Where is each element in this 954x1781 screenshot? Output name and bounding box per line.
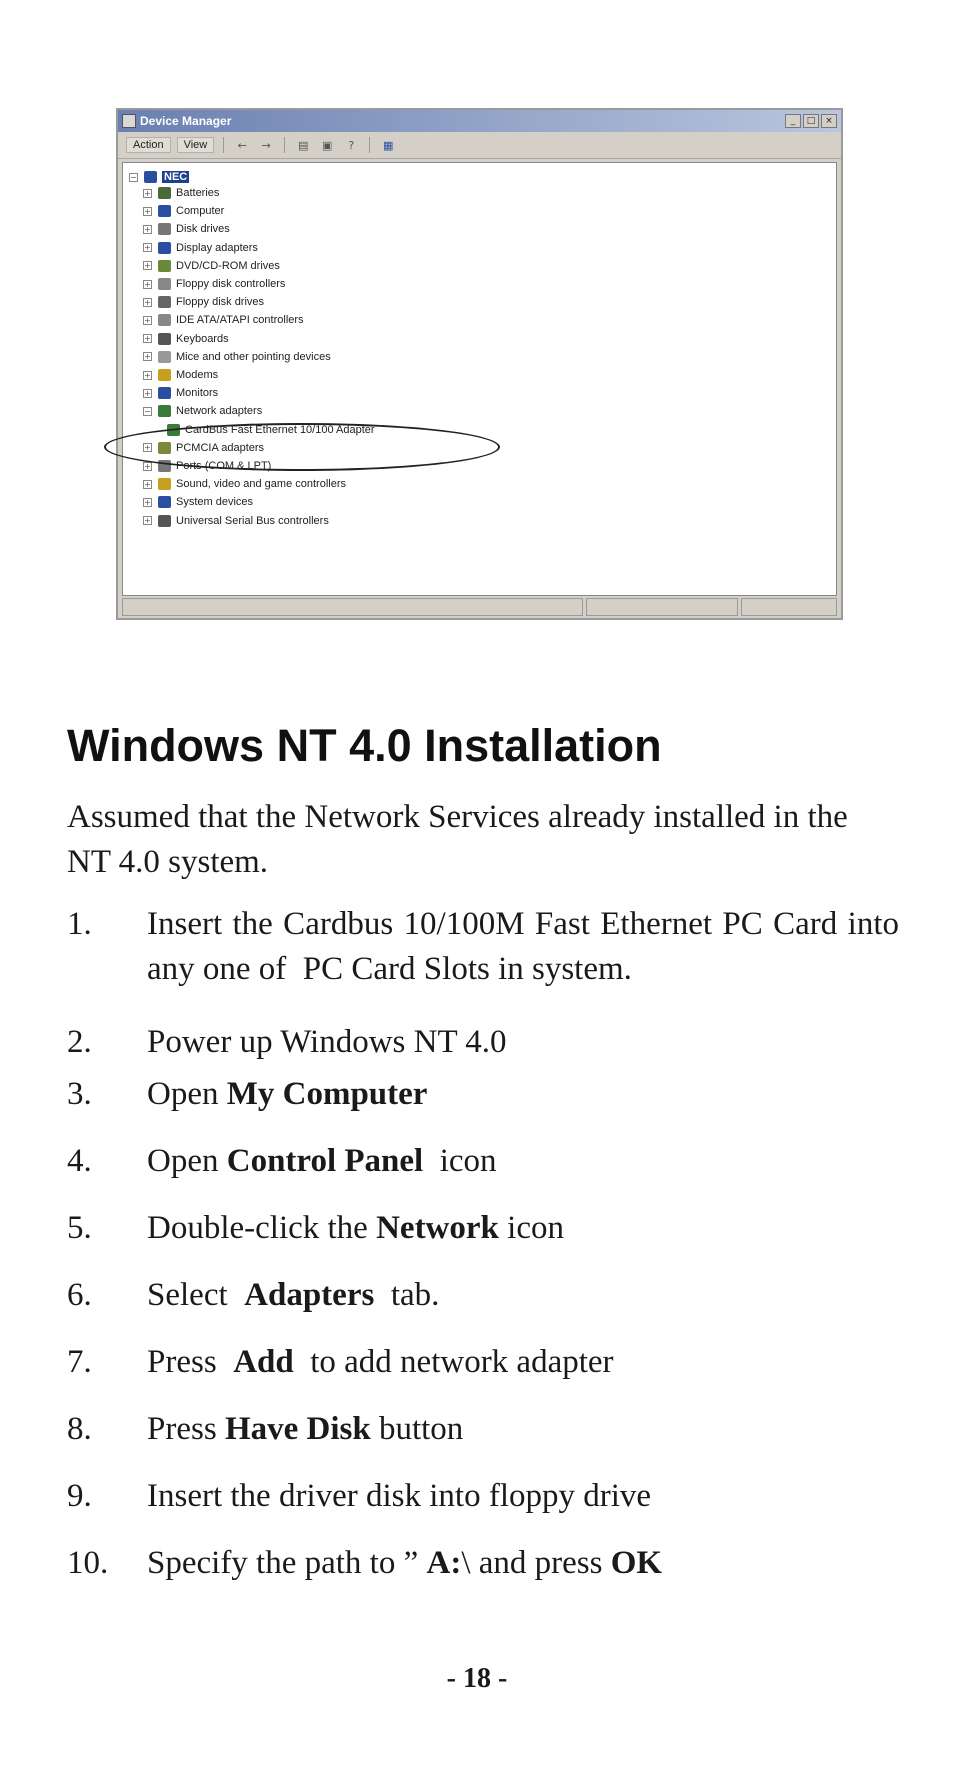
tree-category-item[interactable] xyxy=(143,294,264,310)
step-text-segment: button xyxy=(370,1411,464,1447)
device-manager-screenshot xyxy=(116,108,843,620)
device-category-icon xyxy=(158,260,171,272)
scan-icon[interactable]: ▦ xyxy=(383,138,394,152)
expand-icon[interactable]: + xyxy=(144,388,151,398)
help-icon[interactable]: ? xyxy=(348,138,355,152)
tree-category-item[interactable] xyxy=(143,331,229,347)
step-text-segment: icon xyxy=(498,1210,564,1246)
tree-root-label: NEC xyxy=(164,171,188,183)
expand-icon[interactable]: + xyxy=(144,261,151,271)
step-text xyxy=(147,902,908,992)
toolbar-separator xyxy=(284,137,285,153)
step-number: 4. xyxy=(67,1143,92,1179)
step-bold-text: Have Disk xyxy=(224,1411,371,1447)
step-text-segment: Insert the Cardbus 10/100M Fast Ethernet PC Card into any one of PC Card Slots in system. xyxy=(147,906,908,987)
close-button[interactable]: × xyxy=(821,114,837,128)
tree-category-item[interactable] xyxy=(143,240,258,256)
section-heading: Windows NT 4.0 Installation xyxy=(67,720,662,771)
step-text-segment: Power up Windows NT 4.0 xyxy=(147,1024,507,1060)
step-bold-text: OK xyxy=(610,1545,663,1581)
step-text-segment: Open xyxy=(147,1076,227,1112)
status-cell xyxy=(741,598,837,616)
tree-item-label: System devices xyxy=(176,496,254,509)
menu-action[interactable]: Action xyxy=(126,137,171,153)
device-category-icon xyxy=(158,478,171,490)
device-category-icon xyxy=(158,314,171,326)
status-cell xyxy=(586,598,738,616)
device-category-icon xyxy=(158,405,171,417)
step-text-segment: tab. xyxy=(374,1277,440,1313)
step-bold-text: A: xyxy=(426,1545,462,1581)
tree-category-item[interactable] xyxy=(143,221,230,237)
properties-icon[interactable]: ▤ xyxy=(298,138,309,152)
step-item xyxy=(67,1072,899,1117)
intro-paragraph: Assumed that the Network Services already installed in the NT 4.0 system. xyxy=(67,799,848,880)
step-text xyxy=(147,1541,899,1586)
step-text-segment: Press xyxy=(147,1344,234,1380)
view-icon[interactable]: ▣ xyxy=(322,138,333,152)
device-category-icon xyxy=(158,496,171,508)
step-text-segment: Open xyxy=(147,1143,227,1179)
toolbar-separator xyxy=(223,137,224,153)
step-item xyxy=(67,902,908,992)
step-text xyxy=(147,1273,899,1318)
step-text-segment: Press xyxy=(147,1411,225,1447)
step-number: 9. xyxy=(67,1478,92,1514)
device-category-icon xyxy=(158,278,171,290)
back-arrow-icon[interactable]: ← xyxy=(237,138,247,152)
step-bold-text: Add xyxy=(233,1344,294,1380)
step-text xyxy=(147,1139,899,1184)
computer-icon xyxy=(144,171,157,183)
status-bar xyxy=(122,598,837,616)
step-number: 8. xyxy=(67,1411,92,1447)
device-category-icon xyxy=(158,369,171,381)
maximize-button[interactable]: □ xyxy=(803,114,819,128)
step-bold-text: Control Panel xyxy=(226,1143,424,1179)
step-text xyxy=(147,1072,899,1117)
menu-bar xyxy=(118,132,841,159)
step-number: 3. xyxy=(67,1076,92,1112)
step-text-segment: Insert the driver disk into floppy drive xyxy=(147,1478,652,1514)
tree-item-label: DVD/CD-ROM drives xyxy=(176,259,280,272)
device-category-icon xyxy=(158,242,171,254)
tree-item-label: Modems xyxy=(176,369,219,381)
tree-category-item[interactable] xyxy=(143,203,224,219)
step-number: 6. xyxy=(67,1277,92,1313)
tree-category-item[interactable] xyxy=(143,513,329,529)
step-bold-text: Adapters xyxy=(244,1277,375,1313)
expand-icon[interactable]: + xyxy=(144,352,151,362)
tree-category-item[interactable] xyxy=(143,367,218,383)
tree-category-item[interactable] xyxy=(143,258,280,274)
step-text-segment: icon xyxy=(423,1143,497,1179)
step-text xyxy=(147,1474,899,1519)
expand-icon[interactable]: + xyxy=(144,297,151,307)
step-number: 5. xyxy=(67,1210,92,1246)
expand-icon[interactable]: + xyxy=(144,461,151,471)
step-text-segment: Specify the path to ” xyxy=(147,1545,427,1581)
step-item xyxy=(67,1139,899,1184)
expand-icon[interactable]: + xyxy=(144,443,151,453)
tree-item-label: Computer xyxy=(176,205,225,218)
device-category-icon xyxy=(158,351,171,363)
device-category-icon xyxy=(158,223,171,235)
tree-category-item[interactable] xyxy=(143,185,219,201)
expand-icon[interactable]: + xyxy=(144,243,151,253)
step-text xyxy=(147,1020,899,1065)
tree-item-label: PCMCIA adapters xyxy=(176,441,265,454)
step-text-segment: Select xyxy=(147,1277,245,1313)
window-title: Device Manager xyxy=(140,114,232,128)
highlight-ellipse xyxy=(104,423,500,471)
tree-category-item[interactable] xyxy=(143,349,331,365)
step-bold-text: Network xyxy=(376,1210,499,1246)
tree-item-label: Keyboards xyxy=(176,332,229,345)
tree-category-item[interactable] xyxy=(143,276,285,292)
step-item xyxy=(67,1206,899,1251)
step-text xyxy=(147,1340,899,1385)
step-number: 2. xyxy=(67,1024,92,1060)
tree-item-label: Display adapters xyxy=(176,241,258,254)
device-category-icon xyxy=(158,187,171,199)
menu-view[interactable]: View xyxy=(177,137,215,153)
tree-item-label: Monitors xyxy=(176,387,219,400)
step-item xyxy=(67,1407,899,1452)
step-bold-text: My Computer xyxy=(226,1076,428,1112)
tree-item-label: Mice and other pointing devices xyxy=(176,350,331,363)
device-category-icon xyxy=(158,205,171,217)
tree-item-label: Ports (COM & LPT) xyxy=(176,460,272,472)
device-category-icon xyxy=(158,515,171,527)
expand-icon[interactable]: + xyxy=(144,497,151,507)
status-cell xyxy=(122,598,583,616)
forward-arrow-icon[interactable]: → xyxy=(261,138,271,152)
page-number: - 18 - xyxy=(446,1663,508,1694)
toolbar-separator xyxy=(369,137,370,153)
expand-icon[interactable]: + xyxy=(144,334,151,344)
expand-icon[interactable]: + xyxy=(144,516,151,526)
expand-icon[interactable]: + xyxy=(144,206,151,216)
step-item xyxy=(67,1273,899,1318)
tree-root[interactable] xyxy=(129,169,189,185)
expand-icon[interactable]: + xyxy=(144,479,151,489)
step-text xyxy=(147,1407,899,1452)
step-text-segment: \ and press xyxy=(461,1545,611,1581)
device-tree[interactable] xyxy=(122,162,837,596)
tree-item-label: CardBus Fast Ethernet 10/100 Adapter xyxy=(185,423,375,436)
device-category-icon xyxy=(158,333,171,345)
device-category-icon xyxy=(158,296,171,308)
expand-icon[interactable]: + xyxy=(144,188,151,198)
step-item xyxy=(67,1020,899,1065)
minimize-button[interactable]: _ xyxy=(785,114,801,128)
tree-category-item[interactable] xyxy=(143,494,253,510)
expand-icon[interactable]: + xyxy=(144,224,151,234)
step-text xyxy=(147,1206,899,1251)
step-item xyxy=(67,1340,899,1385)
tree-item-label: Batteries xyxy=(176,187,220,199)
tree-category-item[interactable] xyxy=(143,403,262,419)
tree-item-label: Floppy disk controllers xyxy=(176,278,286,290)
device-manager-icon xyxy=(122,114,136,128)
step-number: 1. xyxy=(67,906,92,942)
device-category-icon xyxy=(158,387,171,399)
tree-item-label: Sound, video and game controllers xyxy=(176,478,346,491)
step-item xyxy=(67,1474,899,1519)
step-number: 10. xyxy=(67,1545,109,1581)
step-number: 7. xyxy=(67,1344,92,1380)
tree-category-item[interactable] xyxy=(143,385,218,401)
expand-icon[interactable]: + xyxy=(144,279,151,289)
tree-item-label: Floppy disk drives xyxy=(176,296,265,309)
tree-category-item[interactable] xyxy=(143,476,346,492)
tree-item-label: Network adapters xyxy=(176,405,263,418)
expand-icon[interactable]: + xyxy=(144,370,151,380)
tree-item-label: Universal Serial Bus controllers xyxy=(176,514,329,527)
collapse-icon[interactable]: − xyxy=(144,406,151,416)
title-bar xyxy=(118,110,841,132)
step-text-segment: Double-click the xyxy=(147,1210,377,1246)
expand-icon[interactable]: + xyxy=(144,315,151,325)
collapse-icon[interactable]: − xyxy=(130,172,137,182)
tree-item-label: Disk drives xyxy=(176,223,230,236)
tree-category-item[interactable] xyxy=(143,312,304,328)
step-item xyxy=(67,1541,899,1586)
step-text-segment: to add network adapter xyxy=(293,1344,614,1380)
tree-item-label: IDE ATA/ATAPI controllers xyxy=(176,314,304,327)
